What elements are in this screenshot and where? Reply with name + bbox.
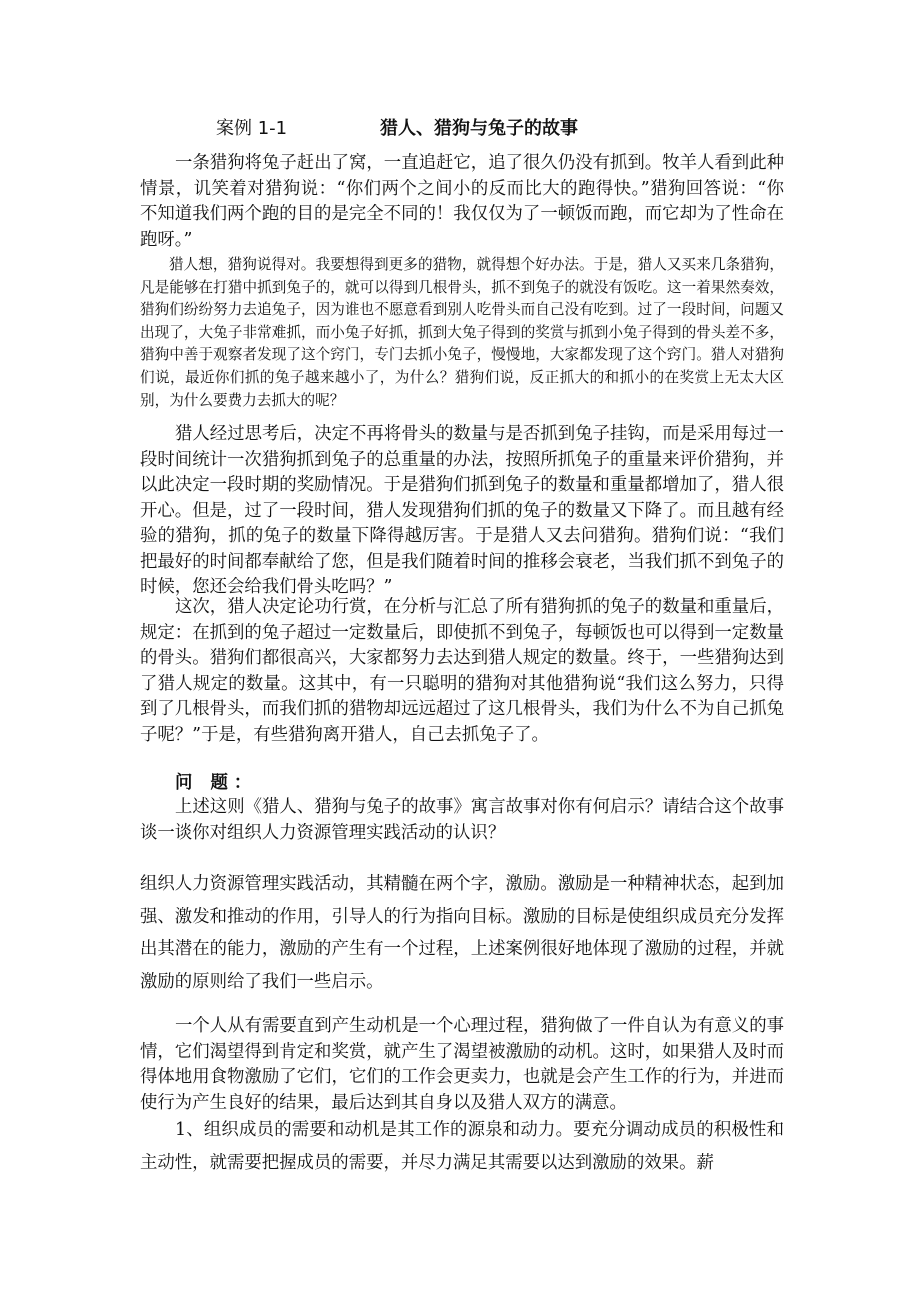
story-text-3: 猎人经过思考后，决定不再将骨头的数量与是否抓到兔子挂钩，而是采用每过一段时间统计一次猎狗抓到兔子的总重量的办法，按照所抓兔子的重量来评价猎狗，并以此决定一段时期的奖励情况。于是猎狗们抓到兔子的数量和重量都增加了，猎人很开心。但是，过了一段时间，猎人发现猎狗们抓的兔子的数量又下降了。而且越有经验的猎狗，抓的兔子的数量下降得越厉害。于是猎人又去问猎狗。猎狗们说：“我们把最好的时间都奉献给了您，但是我们随着时间的推移会衰老，当我们抓不到兔子的时候，您还会给我们骨头吃吗？”: [140, 424, 784, 597]
answer-paragraph-2: [140, 1014, 784, 1116]
answer-text-3: 1、组织成员的需要和动机是其工作的源泉和动力。要充分调动成员的积极性和主动性，就需要把握成员的需要，并尽力满足其需要以达到激励的效果。薪: [140, 1120, 784, 1173]
answer-text-1: 组织人力资源管理实践活动，其精髓在两个字，激励。激励是一种精神状态，起到加强、激发和推动的作用，引导人的行为指向目标。激励的目标是使组织成员充分发挥出其潜在的能力，激励的产生有一个过程，上述案例很好地体现了激励的过程，并就激励的原则给了我们一些启示。: [140, 874, 784, 992]
story-text-1: 一条猎狗将兔子赶出了窝，一直追赶它，追了很久仍没有抓到。牧羊人看到此种情景，讥笑着对猎狗说：“你们两个之间小的反而比大的跑得快。”猎狗回答说：“你不知道我们两个跑的目的是完全不同的！我仅仅为了一顿饭而跑，而它却为了性命在跑呀。”: [140, 153, 784, 250]
case-name: 猎人、猎狗与兔子的故事: [380, 118, 578, 139]
story-paragraph-4: [140, 595, 784, 748]
answer-text-2: 一个人从有需要直到产生动机是一个心理过程，猎狗做了一件自认为有意义的事情，它们渴望得到肯定和奖赏，就产生了渴望被激励的动机。这时，如果猎人及时而得体地用食物激励了它们，它们的工作会更卖力，也就是会产生工作的行为，并进而使行为产生良好的结果，最后达到其自身以及猎人双方的满意。: [140, 1016, 784, 1113]
case-number: 案例 1-1: [216, 118, 288, 139]
answer-paragraph-3: [140, 1114, 784, 1179]
question-text: 上述这则《猎人、猎狗与兔子的故事》寓言故事对你有何启示？请结合这个故事谈一谈你对组织人力资源管理实践活动的认识？: [140, 797, 784, 843]
answer-paragraph-1: [140, 868, 784, 998]
story-text-2: 猎人想，猎狗说得对。我要想得到更多的猎物，就得想个好办法。于是，猎人又买来几条猎狗，凡是能够在打猎中抓到兔子的，就可以得到几根骨头，抓不到兔子的就没有饭吃。这一着果然奏效，猎狗们纷纷努力去追兔子，因为谁也不愿意看到别人吃骨头而自己没有吃到。过了一段时间，问题又出现了，大兔子非常难抓，而小兔子好抓，抓到大兔子得到的奖赏与抓到小兔子得到的骨头差不多，猎狗中善于观察者发现了这个窍门，专门去抓小兔子，慢慢地，大家都发现了这个窍门。猎人对猎狗们说，最近你们抓的兔子越来越小了，为什么？猎狗们说，反正抓大的和抓小的在奖赏上无太大区别，为什么要费力去抓大的呢？: [140, 256, 784, 409]
story-paragraph-3: [140, 422, 784, 601]
question-heading: 问 题：: [175, 773, 258, 793]
question-paragraph: [140, 795, 784, 846]
story-paragraph-1: [140, 151, 784, 253]
story-text-4: 这次，猎人决定论功行赏，在分析与汇总了所有猎狗抓的兔子的数量和重量后，规定：在抓到的兔子超过一定数量后，即使抓不到兔子，每顿饭也可以得到一定数量的骨头。猎狗们都很高兴，大家都努力去达到猎人规定的数量。终于，一些猎狗达到了猎人规定的数量。这其中，有一只聪明的猎狗对其他猎狗说“我们这么努力，只得到了几根骨头，而我们抓的猎物却远远超过了这几根骨头，我们为什么不为自己抓兔子呢？”于是，有些猎狗离开猎人，自己去抓兔子了。: [140, 597, 784, 745]
story-paragraph-2: [140, 254, 784, 412]
